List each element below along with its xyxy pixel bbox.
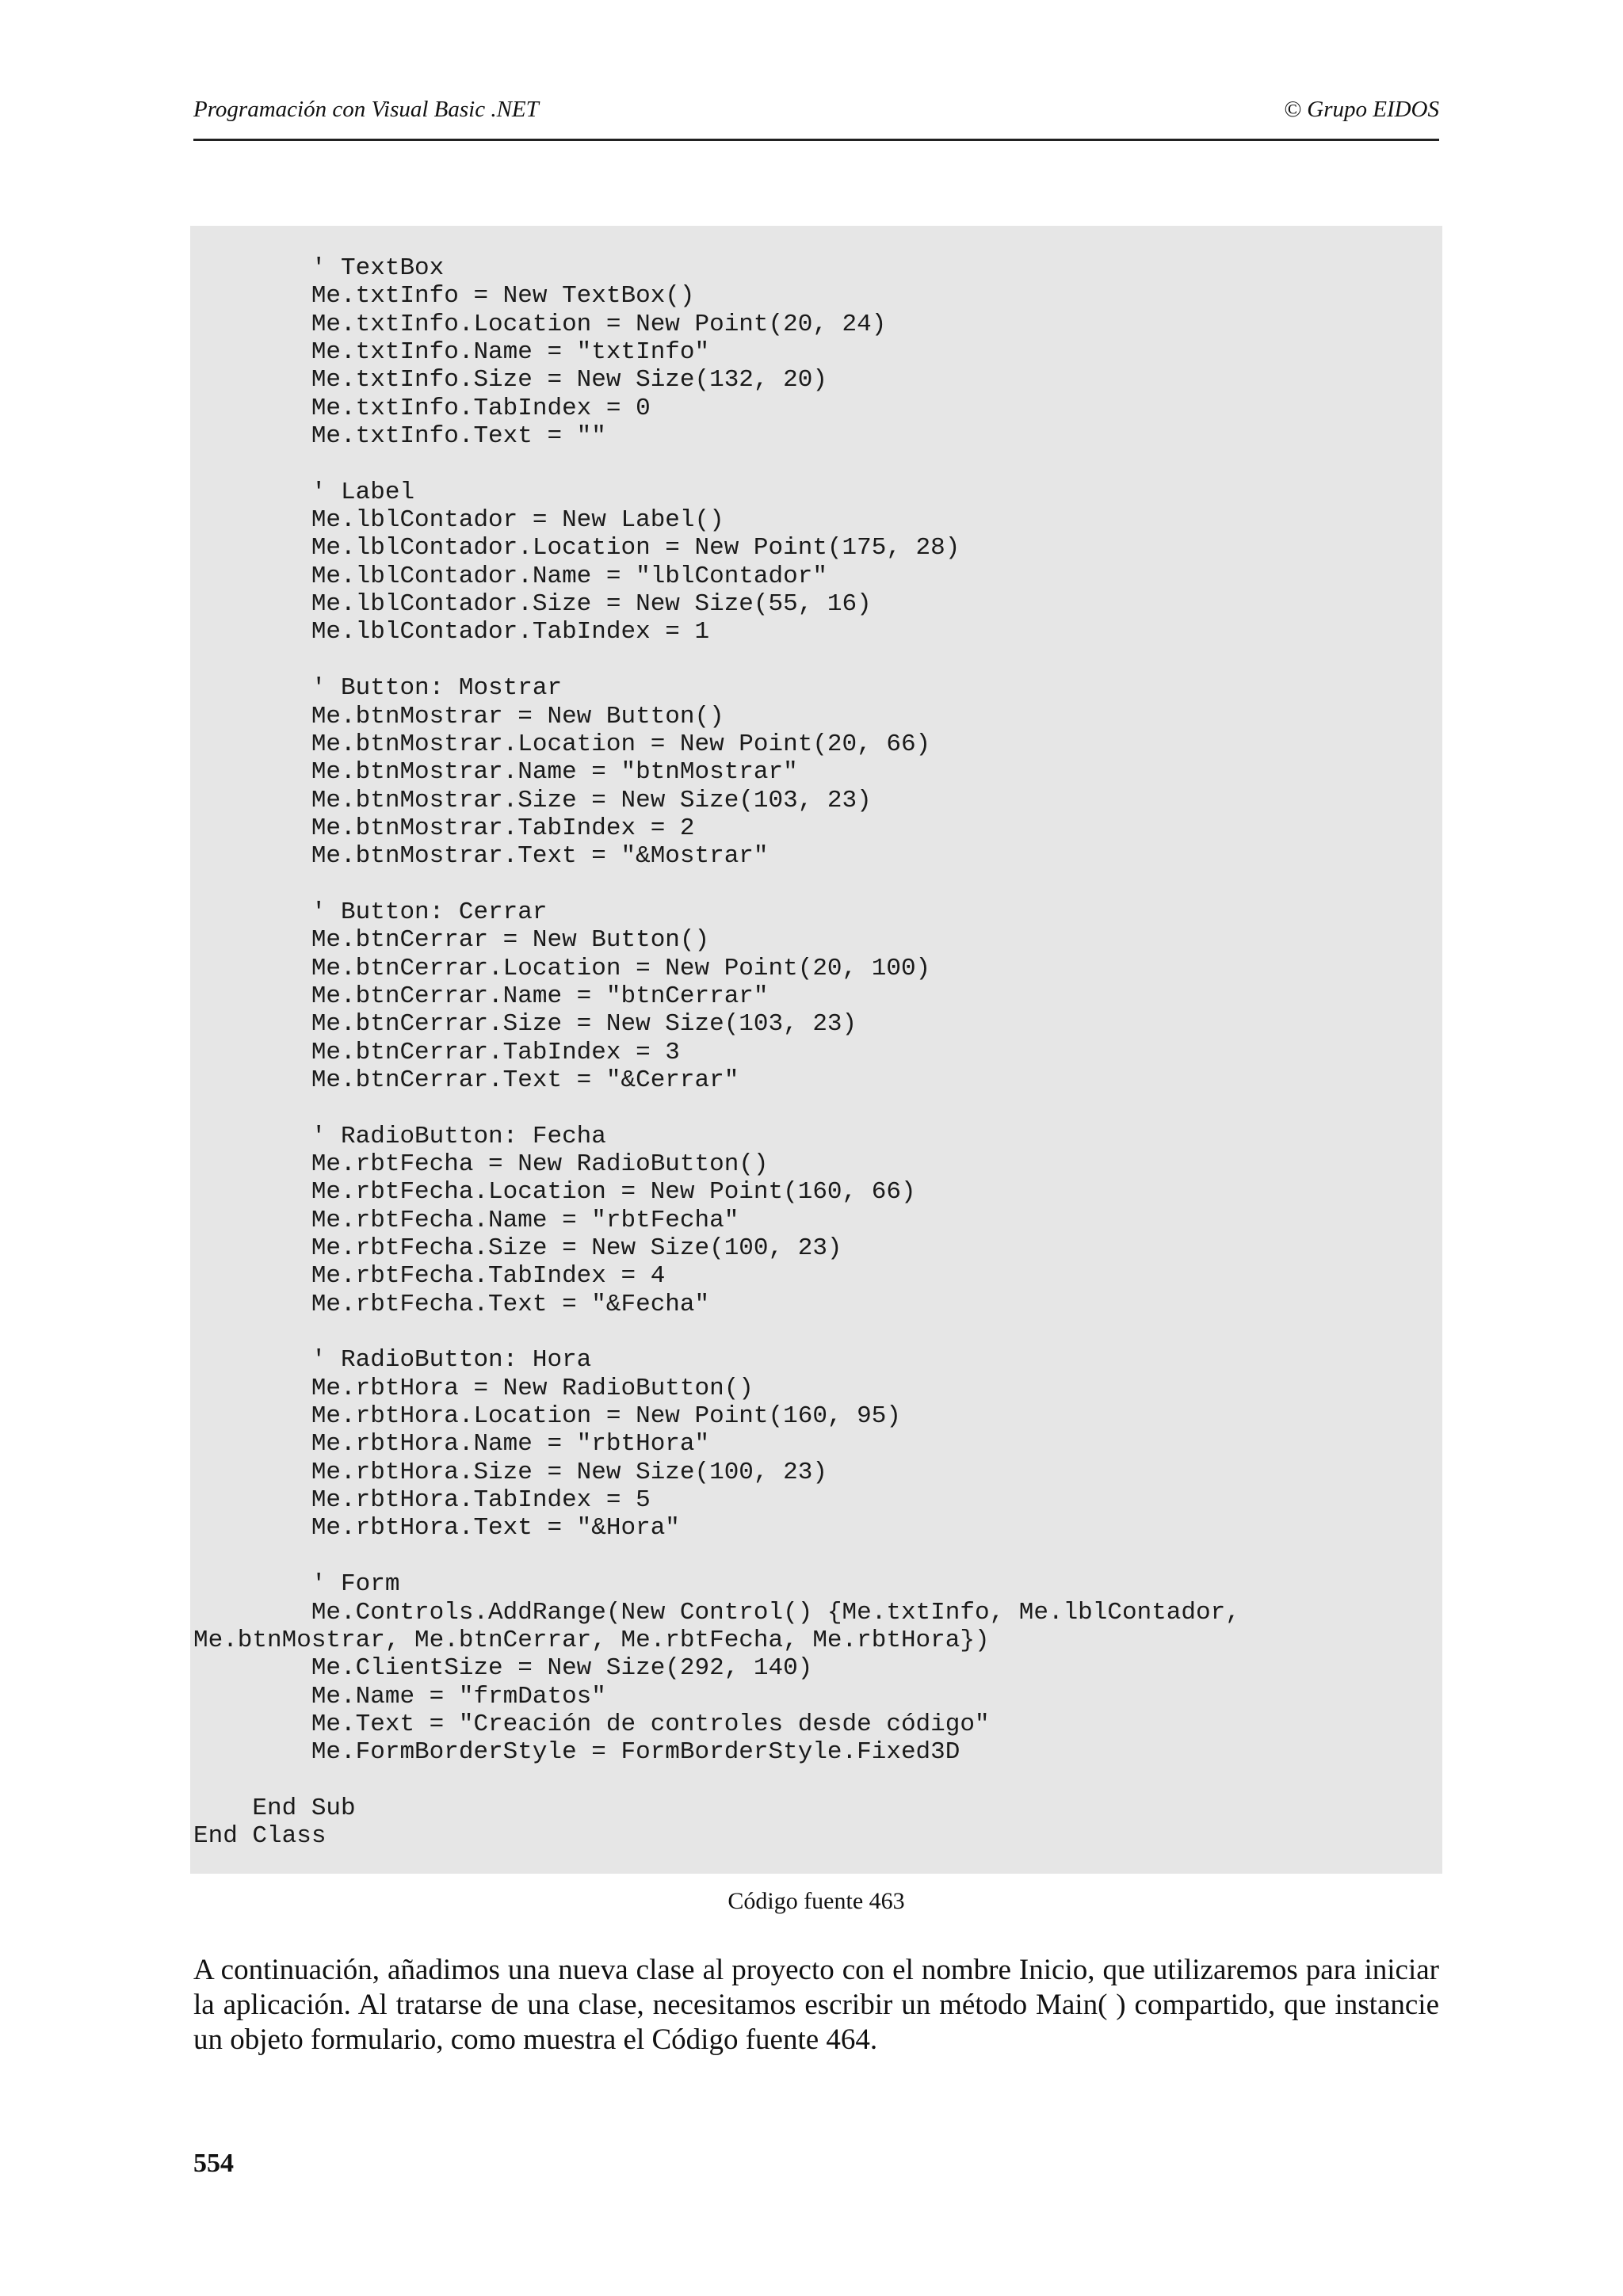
code-line: Me.btnCerrar.TabIndex = 3	[193, 1038, 680, 1066]
code-line: Me.btnMostrar.Text = "&Mostrar"	[193, 842, 769, 871]
code-line: Me.rbtHora = New RadioButton()	[193, 1374, 754, 1402]
code-line	[193, 646, 1442, 674]
code-line: Me.lblContador.Size = New Size(55, 16)	[193, 590, 872, 619]
code-line: Me.btnMostrar.Name = "btnMostrar"	[193, 758, 798, 787]
code-line: Me.btnCerrar = New Button()	[193, 926, 710, 955]
code-caption: Código fuente 463	[727, 1888, 905, 1914]
code-line: Me.lblContador = New Label()	[193, 506, 724, 535]
code-line	[193, 1094, 1442, 1122]
code-line: Me.FormBorderStyle = FormBorderStyle.Fixed3D	[193, 1738, 960, 1767]
code-line: Me.rbtHora.Text = "&Hora"	[193, 1514, 680, 1543]
code-line: Me.rbtFecha = New RadioButton()	[193, 1150, 769, 1178]
code-line: ' RadioButton: Fecha	[193, 1122, 606, 1150]
book-title: Programación con Visual Basic .NET	[193, 97, 539, 122]
code-line: Me.rbtFecha.Text = "&Fecha"	[193, 1290, 710, 1318]
code-line: Me.txtInfo = New TextBox()	[193, 282, 695, 311]
code-line: ' TextBox	[193, 254, 445, 282]
code-line: End Sub	[193, 1794, 356, 1822]
code-line: Me.btnMostrar = New Button()	[193, 702, 724, 730]
code-line: Me.lblContador.TabIndex = 1	[193, 618, 710, 646]
code-line: Me.lblContador.Location = New Point(175, 28)	[193, 534, 960, 563]
page-header	[193, 93, 1439, 141]
code-line	[193, 871, 1442, 898]
code-line: Me.btnMostrar.Size = New Size(103, 23)	[193, 786, 872, 814]
code-line: Me.txtInfo.TabIndex = 0	[193, 394, 651, 422]
code-line: Me.txtInfo.Location = New Point(20, 24)	[193, 310, 887, 338]
code-line: Me.btnMostrar.Location = New Point(20, 66)	[193, 730, 931, 758]
code-line: Me.ClientSize = New Size(292, 140)	[193, 1654, 813, 1683]
code-line: Me.Controls.AddRange(New Control() {Me.txtInfo, Me.lblContador,	[193, 1598, 1240, 1627]
code-line: Me.txtInfo.Name = "txtInfo"	[193, 338, 710, 367]
code-line: Me.Name = "frmDatos"	[193, 1682, 606, 1711]
code-line: Me.rbtFecha.Size = New Size(100, 23)	[193, 1234, 842, 1263]
code-line: Me.rbtHora.TabIndex = 5	[193, 1486, 651, 1515]
body-paragraph: A continuación, añadimos una nueva clase al proyecto con el nombre Inicio, que utilizaremos para iniciar la aplicación. Al tratarse de una clase, necesitamos escribir un método Main( ) compartido, que instancie un objeto formulario, como muestra el Código fuente 464.	[193, 1954, 1439, 2056]
code-line: Me.btnCerrar.Name = "btnCerrar"	[193, 982, 769, 1010]
code-line	[193, 1543, 1442, 1570]
page-number: 554	[193, 2149, 234, 2178]
code-line	[193, 450, 1442, 478]
code-line: ' RadioButton: Hora	[193, 1346, 592, 1375]
code-listing	[190, 226, 1442, 1874]
code-line: ' Form	[193, 1570, 400, 1599]
code-line: Me.btnCerrar.Text = "&Cerrar"	[193, 1066, 739, 1094]
code-line: Me.rbtFecha.Name = "rbtFecha"	[193, 1206, 739, 1234]
code-line: Me.rbtHora.Location = New Point(160, 95)	[193, 1402, 901, 1431]
code-line	[193, 1318, 1442, 1346]
code-line: End Class	[193, 1822, 327, 1851]
code-line: Me.btnMostrar.TabIndex = 2	[193, 814, 695, 842]
code-line: Me.rbtHora.Size = New Size(100, 23)	[193, 1458, 827, 1486]
code-line: Me.lblContador.Name = "lblContador"	[193, 562, 827, 590]
code-line: Me.txtInfo.Text = ""	[193, 422, 606, 451]
code-line: Me.btnMostrar, Me.btnCerrar, Me.rbtFecha, Me.rbtHora})	[193, 1626, 990, 1654]
code-line: Me.Text = "Creación de controles desde código"	[193, 1710, 990, 1738]
code-line: ' Button: Cerrar	[193, 898, 548, 926]
code-line: Me.txtInfo.Size = New Size(132, 20)	[193, 366, 827, 395]
code-line: Me.btnCerrar.Size = New Size(103, 23)	[193, 1010, 857, 1039]
code-line: Me.rbtFecha.TabIndex = 4	[193, 1262, 666, 1291]
code-line	[193, 1767, 1442, 1794]
code-line: ' Label	[193, 478, 415, 506]
code-line: Me.rbtFecha.Location = New Point(160, 66)	[193, 1178, 916, 1207]
publisher-credit: © Grupo EIDOS	[1283, 97, 1439, 122]
code-line: Me.rbtHora.Name = "rbtHora"	[193, 1430, 710, 1459]
code-line: ' Button: Mostrar	[193, 674, 563, 703]
code-line: Me.btnCerrar.Location = New Point(20, 100)	[193, 954, 931, 982]
